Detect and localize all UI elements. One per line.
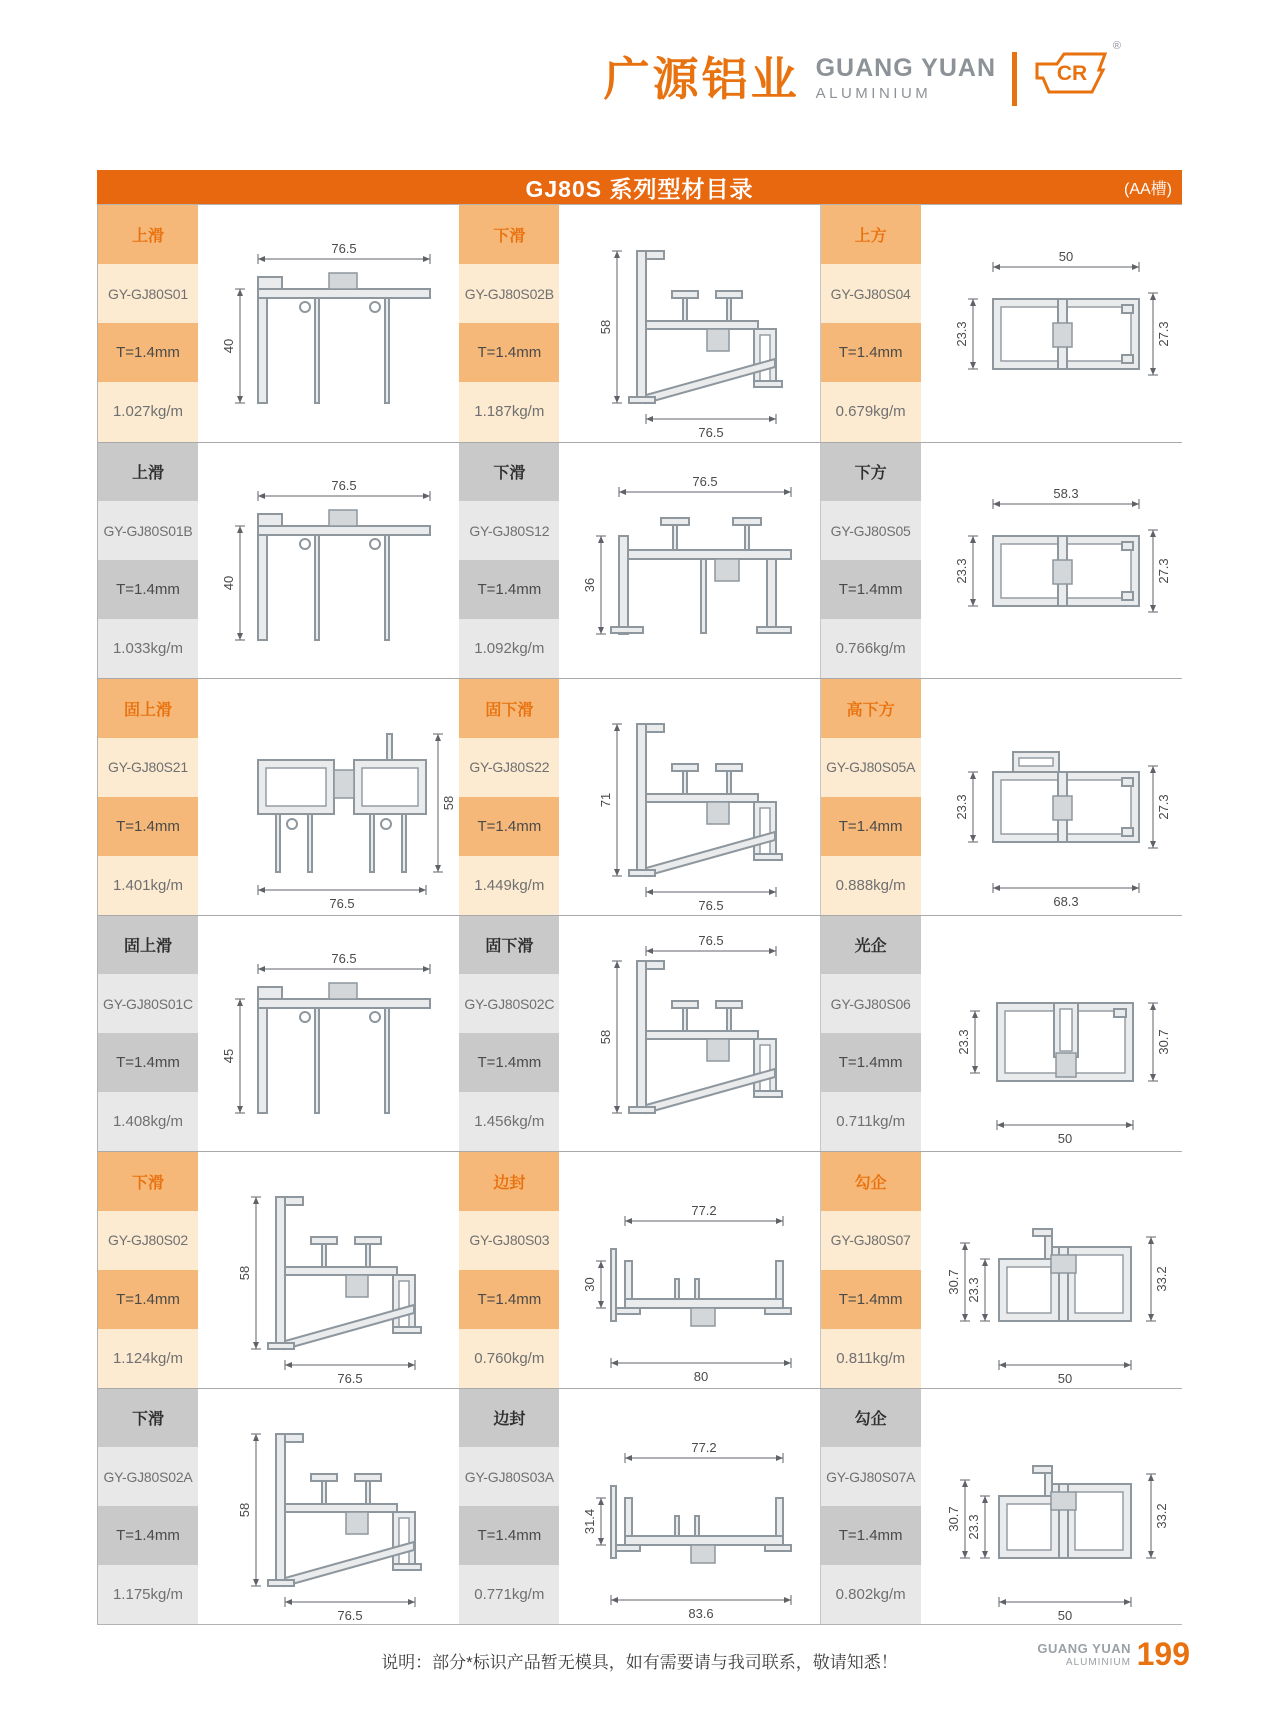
profile-cell — [820, 1389, 1181, 1625]
registered-mark: ® — [1112, 40, 1121, 52]
svg-text:23.3: 23.3 — [955, 1029, 971, 1055]
product-code: GY-GJ80S12 — [459, 501, 559, 560]
profile-drawing — [921, 1152, 1182, 1388]
thickness-label: T=1.4mm — [98, 1033, 198, 1092]
weight-label: 1.408kg/m — [98, 1092, 198, 1151]
svg-text:80: 80 — [694, 1369, 709, 1385]
svg-text:45: 45 — [221, 1048, 236, 1063]
product-code: GY-GJ80S05A — [821, 738, 921, 797]
label-column — [459, 1389, 559, 1625]
label-column — [98, 1389, 198, 1625]
brand-name-english — [816, 56, 996, 101]
profile-cell — [98, 679, 458, 915]
svg-text:23.3: 23.3 — [953, 794, 969, 820]
label-column — [821, 443, 921, 679]
profile-cell — [98, 443, 458, 679]
thickness-label: T=1.4mm — [98, 323, 198, 382]
profile-cell — [98, 1389, 458, 1625]
svg-text:31.4: 31.4 — [582, 1508, 598, 1534]
svg-text:76.5: 76.5 — [698, 898, 724, 914]
category-label: 下滑 — [98, 1389, 198, 1448]
svg-text:33.2: 33.2 — [1153, 1266, 1169, 1292]
product-code: GY-GJ80S01B — [98, 501, 198, 560]
series-title-bar — [97, 170, 1182, 204]
svg-text:76.5: 76.5 — [331, 477, 357, 493]
footer-brand-line2: ALUMINIUM — [1065, 1657, 1131, 1668]
profile-cell — [820, 679, 1181, 915]
svg-text:76.5: 76.5 — [337, 1607, 363, 1623]
category-label: 勾企 — [821, 1152, 921, 1211]
label-column — [459, 916, 559, 1152]
product-code: GY-GJ80S02C — [459, 974, 559, 1033]
category-label: 高下方 — [821, 679, 921, 738]
svg-text:76.5: 76.5 — [331, 950, 357, 966]
svg-text:58: 58 — [441, 796, 456, 811]
weight-label: 1.033kg/m — [98, 619, 198, 678]
svg-text:40: 40 — [221, 575, 236, 590]
thickness-label: T=1.4mm — [98, 1506, 198, 1565]
label-column — [821, 1389, 921, 1625]
thickness-label: T=1.4mm — [459, 560, 559, 619]
footer-note: 说明：部分*标识产品暂无模具，如有需要请与我司联系，敬请知悉！ — [381, 1653, 898, 1672]
profile-drawing — [559, 443, 820, 679]
category-label: 边封 — [459, 1152, 559, 1211]
svg-text:50: 50 — [1058, 248, 1073, 264]
category-label: 上滑 — [98, 443, 198, 502]
series-title: GJ80S 系列型材目录 — [525, 175, 754, 202]
label-column — [821, 205, 921, 442]
svg-text:23.3: 23.3 — [965, 1514, 981, 1540]
thickness-label: T=1.4mm — [821, 560, 921, 619]
label-column — [821, 1152, 921, 1388]
brand-name-chinese: 广源铝业 — [603, 52, 800, 105]
catalog-row — [98, 1151, 1181, 1388]
svg-text:76.5: 76.5 — [698, 424, 724, 440]
category-label: 下滑 — [459, 443, 559, 502]
profile-drawing — [559, 1389, 820, 1625]
svg-text:27.3: 27.3 — [1155, 794, 1171, 820]
weight-label: 1.124kg/m — [98, 1329, 198, 1388]
product-code: GY-GJ80S01 — [98, 264, 198, 323]
svg-text:33.2: 33.2 — [1153, 1503, 1169, 1529]
profile-drawing — [921, 679, 1182, 915]
profile-cell — [458, 916, 819, 1152]
category-label: 固上滑 — [98, 916, 198, 975]
category-label: 光企 — [821, 916, 921, 975]
profile-cell — [458, 205, 819, 442]
profile-cell — [98, 205, 458, 442]
label-column — [459, 679, 559, 915]
product-code: GY-GJ80S04 — [821, 264, 921, 323]
profile-drawing — [198, 205, 459, 442]
profile-cell — [98, 916, 458, 1152]
label-column — [98, 679, 198, 915]
weight-label: 1.187kg/m — [459, 382, 559, 441]
label-column — [98, 443, 198, 679]
svg-text:30: 30 — [582, 1277, 598, 1292]
category-label: 固上滑 — [98, 679, 198, 738]
company-logo-icon — [1033, 40, 1121, 109]
label-column — [98, 916, 198, 1152]
header-divider — [1012, 52, 1017, 106]
thickness-label: T=1.4mm — [821, 1270, 921, 1329]
weight-label: 0.711kg/m — [821, 1092, 921, 1151]
profile-drawing — [921, 1389, 1182, 1625]
svg-text:23.3: 23.3 — [965, 1277, 981, 1303]
footer-brand — [1037, 1642, 1131, 1668]
product-code: GY-GJ80S07 — [821, 1211, 921, 1270]
svg-text:23.3: 23.3 — [953, 321, 969, 347]
profile-cell — [820, 205, 1181, 442]
category-label: 下方 — [821, 443, 921, 502]
weight-label: 0.760kg/m — [459, 1329, 559, 1388]
product-code: GY-GJ80S22 — [459, 738, 559, 797]
profile-drawing — [921, 916, 1182, 1152]
thickness-label: T=1.4mm — [459, 1270, 559, 1329]
category-label: 勾企 — [821, 1389, 921, 1448]
product-code: GY-GJ80S02 — [98, 1211, 198, 1270]
svg-text:30.7: 30.7 — [945, 1269, 961, 1295]
weight-label: 1.092kg/m — [459, 619, 559, 678]
svg-text:76.5: 76.5 — [337, 1371, 363, 1387]
weight-label: 0.888kg/m — [821, 856, 921, 915]
weight-label: 0.811kg/m — [821, 1329, 921, 1388]
product-code: GY-GJ80S03 — [459, 1211, 559, 1270]
svg-text:40: 40 — [221, 338, 236, 353]
label-column — [98, 205, 198, 442]
thickness-label: T=1.4mm — [98, 797, 198, 856]
thickness-label: T=1.4mm — [459, 1506, 559, 1565]
label-column — [98, 1152, 198, 1388]
thickness-label: T=1.4mm — [459, 323, 559, 382]
thickness-label: T=1.4mm — [98, 560, 198, 619]
svg-text:CR: CR — [1056, 62, 1088, 85]
weight-label: 0.802kg/m — [821, 1565, 921, 1624]
svg-text:77.2: 77.2 — [691, 1439, 717, 1455]
category-label: 边封 — [459, 1389, 559, 1448]
profile-cell — [458, 443, 819, 679]
series-title-suffix: (AA槽) — [1123, 180, 1172, 198]
category-label: 上方 — [821, 205, 921, 264]
profile-cell — [820, 916, 1181, 1152]
catalog-row — [98, 915, 1181, 1152]
product-code: GY-GJ80S06 — [821, 974, 921, 1033]
brand-header — [603, 40, 1121, 109]
category-label: 下滑 — [98, 1152, 198, 1211]
svg-text:58: 58 — [598, 1029, 614, 1044]
svg-text:36: 36 — [582, 577, 598, 592]
svg-text:58: 58 — [237, 1266, 252, 1281]
weight-label: 0.771kg/m — [459, 1565, 559, 1624]
thickness-label: T=1.4mm — [821, 1033, 921, 1092]
profile-drawing — [198, 1389, 459, 1625]
product-code: GY-GJ80S02B — [459, 264, 559, 323]
profile-drawing — [559, 1152, 820, 1388]
svg-text:50: 50 — [1057, 1607, 1072, 1623]
svg-text:83.6: 83.6 — [688, 1605, 714, 1621]
profile-drawing — [559, 916, 820, 1152]
brand-en-line1: GUANG YUAN — [815, 54, 996, 82]
thickness-label: T=1.4mm — [98, 1270, 198, 1329]
product-code: GY-GJ80S05 — [821, 501, 921, 560]
profile-cell — [458, 679, 819, 915]
category-label: 固下滑 — [459, 679, 559, 738]
svg-text:27.3: 27.3 — [1155, 558, 1171, 584]
product-code: GY-GJ80S03A — [459, 1447, 559, 1506]
svg-text:50: 50 — [1057, 1371, 1072, 1387]
profile-cell — [98, 1152, 458, 1388]
svg-text:23.3: 23.3 — [953, 558, 969, 584]
profile-drawing — [559, 679, 820, 915]
product-code: GY-GJ80S02A — [98, 1447, 198, 1506]
weight-label: 1.456kg/m — [459, 1092, 559, 1151]
svg-text:76.5: 76.5 — [698, 932, 724, 948]
svg-text:71: 71 — [598, 793, 614, 808]
profile-drawing — [198, 443, 459, 679]
label-column — [459, 1152, 559, 1388]
catalog-row — [98, 205, 1181, 442]
label-column — [459, 443, 559, 679]
catalog-row — [98, 678, 1181, 915]
profile-catalog-table — [97, 204, 1182, 1625]
weight-label: 0.679kg/m — [821, 382, 921, 441]
svg-text:77.2: 77.2 — [691, 1203, 717, 1219]
profile-drawing — [198, 916, 459, 1152]
profile-cell — [820, 443, 1181, 679]
profile-drawing — [921, 205, 1182, 442]
brand-en-line2: ALUMINIUM — [815, 85, 932, 102]
svg-text:58: 58 — [237, 1502, 252, 1517]
svg-text:68.3: 68.3 — [1053, 894, 1079, 910]
footer-brand-line1: GUANG YUAN — [1037, 1641, 1131, 1656]
category-label: 固下滑 — [459, 916, 559, 975]
weight-label: 1.027kg/m — [98, 382, 198, 441]
label-column — [459, 205, 559, 442]
svg-text:76.5: 76.5 — [331, 240, 357, 256]
svg-text:58: 58 — [598, 319, 614, 334]
profile-cell — [820, 1152, 1181, 1388]
product-code: GY-GJ80S07A — [821, 1447, 921, 1506]
svg-text:27.3: 27.3 — [1155, 321, 1171, 347]
thickness-label: T=1.4mm — [821, 1506, 921, 1565]
catalog-row — [98, 1388, 1181, 1625]
product-code: GY-GJ80S21 — [98, 738, 198, 797]
label-column — [821, 679, 921, 915]
svg-text:76.5: 76.5 — [692, 473, 718, 489]
profile-drawing — [559, 205, 820, 442]
svg-text:58.3: 58.3 — [1053, 485, 1079, 501]
profile-drawing — [198, 679, 459, 915]
thickness-label: T=1.4mm — [459, 797, 559, 856]
weight-label: 0.766kg/m — [821, 619, 921, 678]
thickness-label: T=1.4mm — [821, 323, 921, 382]
profile-cell — [458, 1152, 819, 1388]
category-label: 下滑 — [459, 205, 559, 264]
thickness-label: T=1.4mm — [459, 1033, 559, 1092]
profile-drawing — [198, 1152, 459, 1388]
weight-label: 1.449kg/m — [459, 856, 559, 915]
profile-cell — [458, 1389, 819, 1625]
profile-drawing — [921, 443, 1182, 679]
weight-label: 1.401kg/m — [98, 856, 198, 915]
product-code: GY-GJ80S01C — [98, 974, 198, 1033]
category-label: 上滑 — [98, 205, 198, 264]
thickness-label: T=1.4mm — [821, 797, 921, 856]
label-column — [821, 916, 921, 1152]
page-number: 199 — [1136, 1636, 1190, 1672]
svg-text:76.5: 76.5 — [329, 896, 355, 912]
weight-label: 1.175kg/m — [98, 1565, 198, 1624]
catalog-row — [98, 442, 1181, 679]
svg-text:30.7: 30.7 — [1155, 1029, 1171, 1055]
svg-text:50: 50 — [1057, 1130, 1072, 1146]
svg-text:30.7: 30.7 — [945, 1506, 961, 1532]
